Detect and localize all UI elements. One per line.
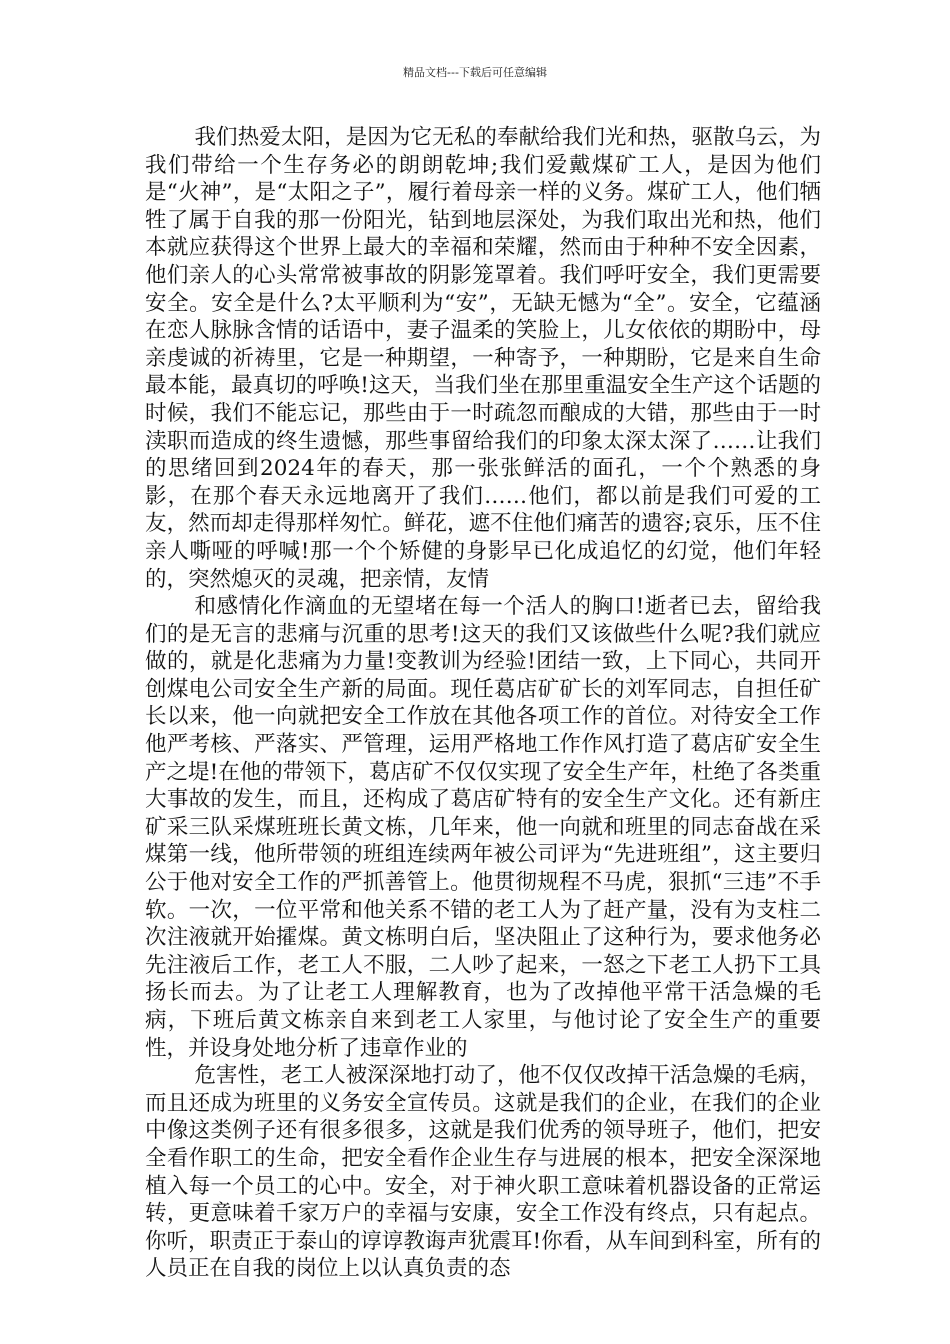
- paragraph-1: 我们热爱太阳，是因为它无私的奉献给我们光和热，驱散乌云，为我们带给一个生存务必的朗朗乾坤;我们爱戴煤矿工人，是因为他们是“火神”，是“太阳之子”，履行着母亲一样的义务。煤矿工人，他们牺牲了属于自我的那一份阳光，钻到地层深处，为我们取出光和热，他们本就应获得这个世界上最大的幸福和荣耀，然而由于种种不安全因素，他们亲人的心头常常被事故的阴影笼罩着。我们呼吁安全，我们更需要安全。安全是什么?太平顺利为“安”，无缺无憾为“全”。安全，它蕴涵在恋人脉脉含情的话语中，妻子温柔的笑脸上，儿女依依的期盼中，母亲虔诚的祈祷里，它是一种期望，一种寄予，一种期盼，它是来自生命最本能，最真切的呼唤!这天，当我们坐在那里重温安全生产这个话题的时候，我们不能忘记，那些由于一时疏忽而酿成的大错，那些由于一时渎职而造成的终生遗憾，那些事留给我们的印象太深太深了……让我们的思绪回到2024年的春天，那一张张鲜活的面孔，一个个熟悉的身影，在那个春天永远地离开了我们……他们，都以前是我们可爱的工友，然而却走得那样匆忙。鲜花，遮不住他们痛苦的遗容;哀乐，压不住亲人嘶哑的呼喊!那一个个矫健的身影早已化成追忆的幻觉，他们年轻的，突然熄灭的灵魂，把亲情，友情: [145, 125, 821, 592]
- page-header: 精品文档---下载后可任意编辑: [403, 66, 547, 79]
- paragraph-3: 危害性，老工人被深深地打动了，他不仅仅改掉干活急燥的毛病，而且还成为班里的义务安全宣传员。这就是我们的企业，在我们的企业中像这类例子还有很多很多，这就是我们优秀的领导班子，他们，把安全看作职工的生命，把安全看作企业生存与进展的根本，把安全深深地植入每一个员工的心中。安全，对于神火职工意味着机器设备的正常运转，更意味着千家万户的幸福与安康，安全工作没有终点，只有起点。你听，职责正于泰山的谆谆教诲声犹震耳!你看，从车间到科室，所有的人员正在自我的岗位上以认真负责的态: [145, 1063, 821, 1282]
- document-body: [145, 124, 821, 1283]
- paragraph-2: 和感情化作滴血的无望堵在每一个活人的胸口!逝者已去，留给我们的是无言的悲痛与沉重的思考!这天的我们又该做些什么呢?我们就应做的，就是化悲痛为力量!变教训为经验!团结一致，上下同心，共同开创煤电公司安全生产新的局面。现任葛店矿矿长的刘军同志，自担任矿长以来，他一向就把安全工作放在其他各项工作的首位。对待安全工作他严考核、严落实、严管理，运用严格地工作作风打造了葛店矿安全生产之堤!在他的带领下，葛店矿不仅仅实现了安全生产年，杜绝了各类重大事故的发生，而且，还构成了葛店矿特有的安全生产文化。还有新庄矿采三队采煤班班长黄文栋，几年来，他一向就和班里的同志奋战在采煤第一线，他所带领的班组连续两年被公司评为“先进班组”，这主要归公于他对安全工作的严抓善管上。他贯彻规程不马虎，狠抓“三违”不手软。一次，一位平常和他关系不错的老工人为了赶产量，没有为支柱二次注液就开始攉煤。黄文栋明白后，坚决阻止了这种行为，要求他务必先注液后工作，老工人不服，二人吵了起来，一怒之下老工人扔下工具扬长而去。为了让老工人理解教育，也为了改掉他平常干活急燥的毛病，下班后黄文栋亲自来到老工人家里，与他讨论了安全生产的重要性，并设身处地分析了违章作业的: [145, 594, 821, 1061]
